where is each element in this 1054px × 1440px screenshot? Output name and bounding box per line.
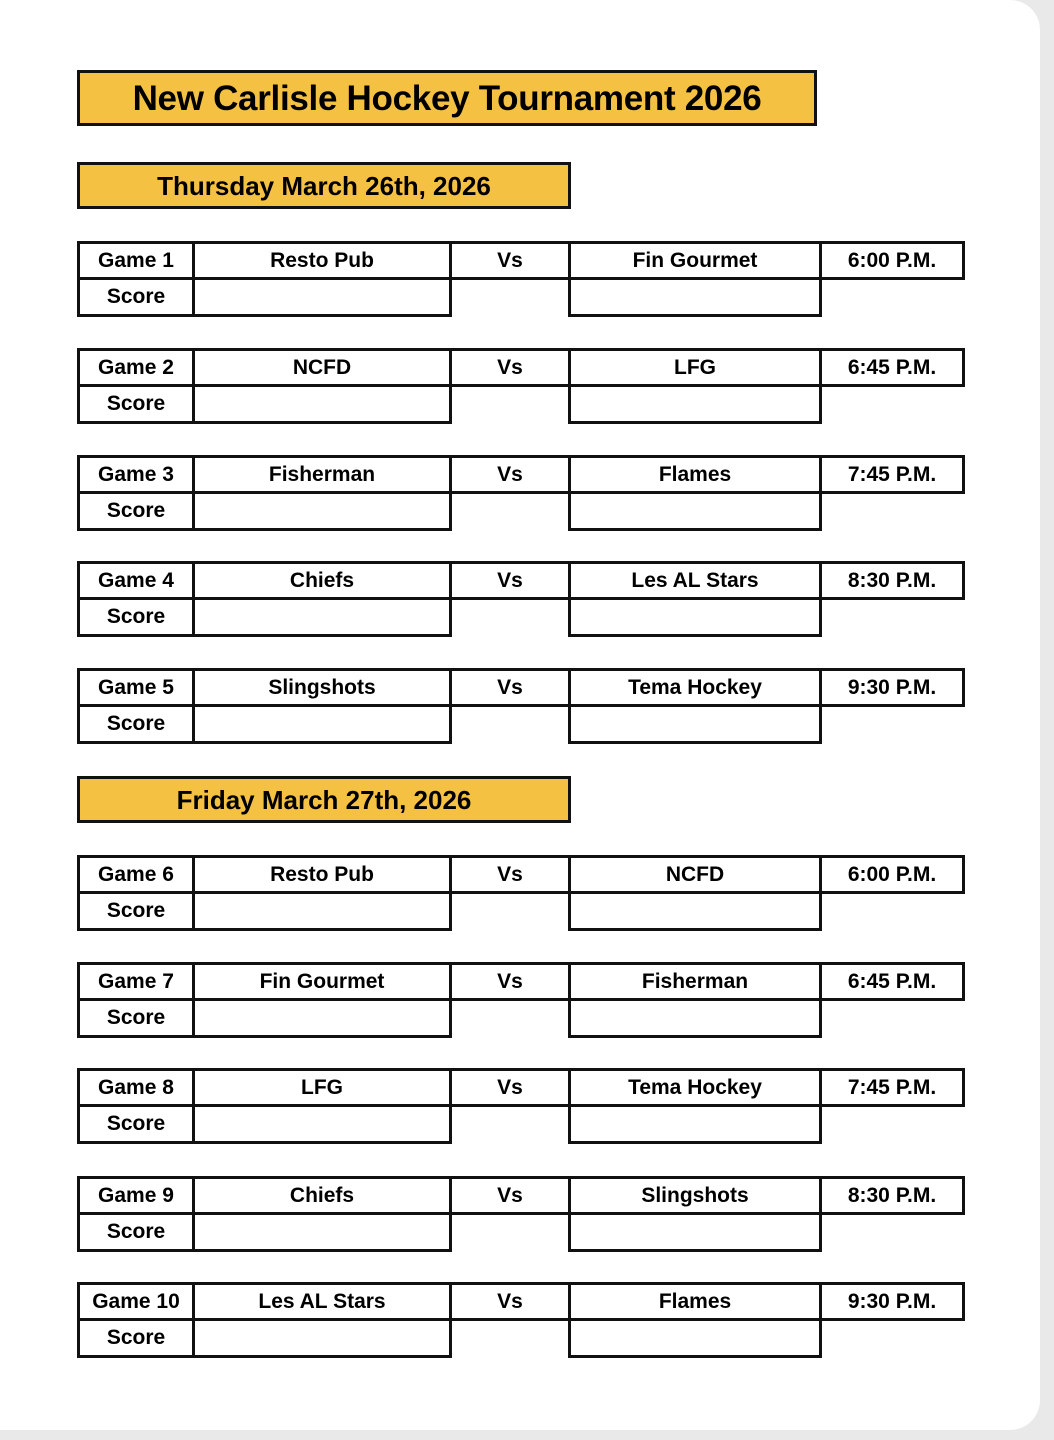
away-team: Les AL Stars xyxy=(568,561,822,600)
home-score-field[interactable] xyxy=(192,1318,452,1358)
game-time: 8:30 P.M. xyxy=(819,1176,965,1215)
game-number: Game 2 xyxy=(77,348,195,387)
game-block xyxy=(77,1282,965,1358)
home-team: LFG xyxy=(192,1068,452,1107)
away-score-field[interactable] xyxy=(568,704,822,744)
vs-label: Vs xyxy=(449,455,571,494)
score-label: Score xyxy=(77,1104,195,1144)
vs-label: Vs xyxy=(449,962,571,1001)
home-score-field[interactable] xyxy=(192,1212,452,1252)
game-time: 6:00 P.M. xyxy=(819,855,965,894)
away-team: Tema Hockey xyxy=(568,1068,822,1107)
away-score-field[interactable] xyxy=(568,491,822,531)
tournament-title: New Carlisle Hockey Tournament 2026 xyxy=(77,70,817,126)
vs-label: Vs xyxy=(449,241,571,280)
vs-label: Vs xyxy=(449,1176,571,1215)
away-score-field[interactable] xyxy=(568,1104,822,1144)
home-score-field[interactable] xyxy=(192,597,452,637)
away-team: NCFD xyxy=(568,855,822,894)
game-block xyxy=(77,348,965,424)
vs-label: Vs xyxy=(449,668,571,707)
home-score-field[interactable] xyxy=(192,384,452,424)
day-header-friday: Friday March 27th, 2026 xyxy=(77,776,571,823)
game-block xyxy=(77,455,965,531)
home-team: NCFD xyxy=(192,348,452,387)
away-score-field[interactable] xyxy=(568,1318,822,1358)
home-team: Resto Pub xyxy=(192,855,452,894)
away-team: Slingshots xyxy=(568,1176,822,1215)
game-number: Game 10 xyxy=(77,1282,195,1321)
game-time: 9:30 P.M. xyxy=(819,668,965,707)
game-number: Game 4 xyxy=(77,561,195,600)
away-team: Flames xyxy=(568,455,822,494)
game-number: Game 1 xyxy=(77,241,195,280)
home-team: Les AL Stars xyxy=(192,1282,452,1321)
game-block xyxy=(77,1068,965,1144)
score-label: Score xyxy=(77,597,195,637)
home-score-field[interactable] xyxy=(192,277,452,317)
game-number: Game 7 xyxy=(77,962,195,1001)
game-number: Game 6 xyxy=(77,855,195,894)
score-label: Score xyxy=(77,998,195,1038)
away-team: Fisherman xyxy=(568,962,822,1001)
vs-label: Vs xyxy=(449,348,571,387)
home-score-field[interactable] xyxy=(192,1104,452,1144)
game-block xyxy=(77,241,965,317)
score-label: Score xyxy=(77,1212,195,1252)
home-score-field[interactable] xyxy=(192,491,452,531)
game-time: 6:00 P.M. xyxy=(819,241,965,280)
game-number: Game 8 xyxy=(77,1068,195,1107)
home-score-field[interactable] xyxy=(192,891,452,931)
home-team: Chiefs xyxy=(192,1176,452,1215)
home-team: Slingshots xyxy=(192,668,452,707)
game-number: Game 5 xyxy=(77,668,195,707)
game-block xyxy=(77,561,965,637)
home-team: Chiefs xyxy=(192,561,452,600)
home-score-field[interactable] xyxy=(192,998,452,1038)
away-team: LFG xyxy=(568,348,822,387)
game-block xyxy=(77,1176,965,1252)
vs-label: Vs xyxy=(449,1282,571,1321)
game-time: 7:45 P.M. xyxy=(819,455,965,494)
game-block xyxy=(77,855,965,931)
score-label: Score xyxy=(77,384,195,424)
away-score-field[interactable] xyxy=(568,1212,822,1252)
away-score-field[interactable] xyxy=(568,597,822,637)
home-team: Resto Pub xyxy=(192,241,452,280)
game-time: 9:30 P.M. xyxy=(819,1282,965,1321)
game-block xyxy=(77,962,965,1038)
away-team: Fin Gourmet xyxy=(568,241,822,280)
game-number: Game 3 xyxy=(77,455,195,494)
away-score-field[interactable] xyxy=(568,277,822,317)
away-score-field[interactable] xyxy=(568,998,822,1038)
game-time: 6:45 P.M. xyxy=(819,962,965,1001)
away-score-field[interactable] xyxy=(568,891,822,931)
game-time: 8:30 P.M. xyxy=(819,561,965,600)
home-score-field[interactable] xyxy=(192,704,452,744)
game-block xyxy=(77,668,965,744)
vs-label: Vs xyxy=(449,1068,571,1107)
score-label: Score xyxy=(77,491,195,531)
away-team: Flames xyxy=(568,1282,822,1321)
home-team: Fisherman xyxy=(192,455,452,494)
away-score-field[interactable] xyxy=(568,384,822,424)
score-label: Score xyxy=(77,1318,195,1358)
score-label: Score xyxy=(77,704,195,744)
game-time: 6:45 P.M. xyxy=(819,348,965,387)
score-label: Score xyxy=(77,277,195,317)
score-label: Score xyxy=(77,891,195,931)
vs-label: Vs xyxy=(449,855,571,894)
home-team: Fin Gourmet xyxy=(192,962,452,1001)
vs-label: Vs xyxy=(449,561,571,600)
game-number: Game 9 xyxy=(77,1176,195,1215)
day-header-thursday: Thursday March 26th, 2026 xyxy=(77,162,571,209)
away-team: Tema Hockey xyxy=(568,668,822,707)
game-time: 7:45 P.M. xyxy=(819,1068,965,1107)
